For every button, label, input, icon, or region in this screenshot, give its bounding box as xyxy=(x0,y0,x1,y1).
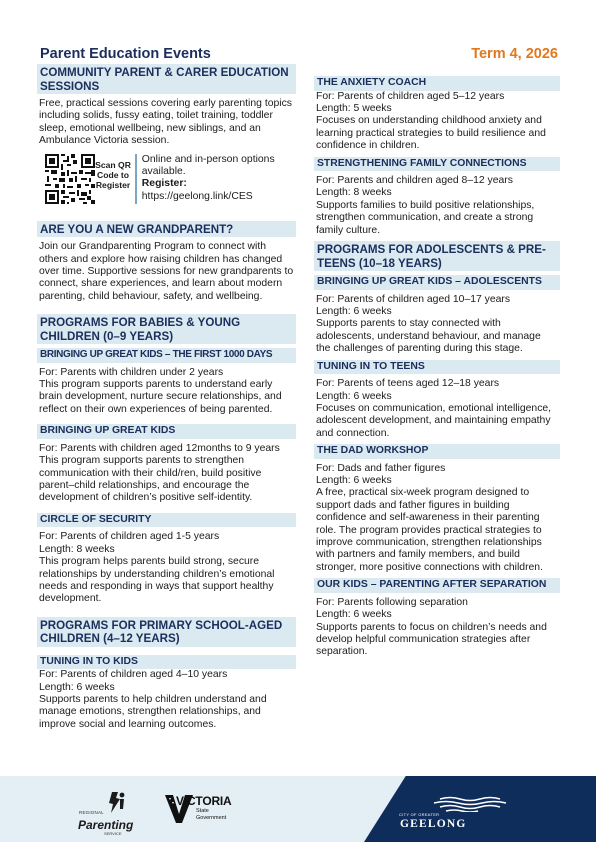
footer xyxy=(0,776,596,842)
program-description: Supports parents to help children understand and manage emotions, strengthen relationships, and improve social and learning outcomes. xyxy=(39,694,267,730)
program-audience: For: Parents with children under 2 years xyxy=(39,366,224,378)
babies-heading: PROGRAMS FOR BABIES & YOUNG CHILDREN (0–9 YEARS) xyxy=(37,314,296,344)
program-title: THE ANXIETY COACH xyxy=(314,76,560,91)
grandparent-heading: ARE YOU A NEW GRANDPARENT? xyxy=(37,221,296,238)
community-heading: COMMUNITY PARENT & CARER EDUCATION SESSIONS xyxy=(37,64,296,94)
page-title: Parent Education Events xyxy=(40,46,211,62)
register-link[interactable]: https://geelong.link/CES xyxy=(141,190,253,202)
program-length: Length: 6 weeks xyxy=(316,609,392,621)
program-title: THE DAD WORKSHOP xyxy=(314,444,560,459)
geelong-city: CITY OF GREATER xyxy=(399,812,440,817)
parenting-region: REGIONAL xyxy=(79,810,104,815)
program-description: Supports families to build positive relationships, strengthen communication, and create a strong family culture. xyxy=(316,199,535,236)
program-audience: For: Parents of children aged 5–12 years xyxy=(316,90,505,102)
parenting-word: Parenting xyxy=(78,818,134,832)
program-description: Supports parents to focus on children’s needs and develop helpful communication strategies after separation. xyxy=(316,621,547,658)
term-label: Term 4, 2026 xyxy=(471,46,558,62)
registration-block xyxy=(37,154,296,204)
program-description: Focuses on communication, emotional intelligence, adolescent development, and maintaining empathy and connection. xyxy=(316,402,552,439)
program-title: BRINGING UP GREAT KIDS xyxy=(37,424,296,439)
program-audience: For: Parents of children aged 10–17 years xyxy=(316,293,511,305)
qr-code[interactable] xyxy=(45,154,95,204)
victoria-state: State xyxy=(196,808,209,814)
program-audience: For: Parents of children aged 4–10 years xyxy=(39,669,228,681)
program-description: Focuses on understanding childhood anxiety and learning practical strategies to build resilience and confidence in children. xyxy=(316,115,546,152)
divider xyxy=(135,154,137,204)
program-description: This program supports parents to understand early brain development, nurture secure relationships, and reflect on their own experiences of being parented. xyxy=(39,379,282,415)
program-audience: For: Parents and children aged 8–12 years xyxy=(316,175,513,187)
parenting-logo xyxy=(78,790,138,834)
victoria-sub xyxy=(196,808,226,821)
program-audience: For: Parents of children aged 1-5 years xyxy=(39,531,220,543)
registration-info xyxy=(142,154,296,204)
community-body: Free, practical sessions covering early parenting topics including solids, fussy eating, toilet training, toddler sleep, emotional wellbeing, new siblings, and an Ambulance Victoria session. xyxy=(39,98,292,147)
program-description: Supports parents to stay connected with adolescents, understand behaviour, and manage the challenges of parenting during this stage. xyxy=(316,318,541,355)
program-length: Length: 6 weeks xyxy=(316,390,392,402)
program-title: OUR KIDS – PARENTING AFTER SEPARATION xyxy=(314,578,560,593)
program-title: BRINGING UP GREAT KIDS – THE FIRST 1000 DAYS xyxy=(37,348,296,363)
program-length: Length: 6 weeks xyxy=(316,475,392,487)
program-length: Length: 8 weeks xyxy=(39,543,115,555)
program-title: TUNING IN TO TEENS xyxy=(314,360,560,375)
left-column xyxy=(37,64,296,731)
right-column xyxy=(314,76,560,659)
program-length: Length: 6 weeks xyxy=(316,305,392,317)
program-audience: For: Parents following separation xyxy=(316,596,468,608)
program-length: Length: 5 weeks xyxy=(316,102,392,114)
primary-heading: PROGRAMS FOR PRIMARY SCHOOL-AGED CHILDREN (4–12 YEARS) xyxy=(37,617,296,647)
program-length: Length: 8 weeks xyxy=(316,187,392,199)
program-title: STRENGTHENING FAMILY CONNECTIONS xyxy=(314,157,560,172)
program-description: This program supports parents to strengthen communication with their child/ren, build positive parent–child relationships, and encourage the development of children’s positive self-identity. xyxy=(39,455,262,504)
program-length: Length: 6 weeks xyxy=(39,681,115,693)
geelong-logo xyxy=(400,796,520,836)
victoria-word: VICTORIA xyxy=(176,794,232,808)
victoria-logo xyxy=(164,794,234,834)
program-title: TUNING IN TO KIDS xyxy=(37,655,296,670)
geelong-wave-icon xyxy=(400,796,520,812)
grandparent-body: Join our Grandparenting Program to connect with others and explore how raising children has changed over time. Supportive sessions for new grandparents to connect, share experiences, and learn about modern parenting, child behaviour, safety, and wellbeing. xyxy=(39,241,294,302)
program-audience: For: Parents of teens aged 12–18 years xyxy=(316,378,500,390)
qr-caption: Scan QR Code to Register xyxy=(95,159,131,191)
parenting-services: SERVICE xyxy=(104,831,122,836)
program-audience: For: Dads and father figures xyxy=(316,462,446,474)
program-audience: For: Parents with children aged 12months to 9 years xyxy=(39,442,280,454)
program-title: CIRCLE OF SECURITY xyxy=(37,513,296,528)
program-title: BRINGING UP GREAT KIDS – ADOLESCENTS xyxy=(314,275,560,290)
program-description: This program helps parents build strong, secure relationships by understanding children’s emotional needs and responding in ways that support healthy development. xyxy=(39,556,275,605)
geelong-word: GEELONG xyxy=(400,818,467,830)
adolescents-heading: PROGRAMS FOR ADOLESCENTS & PRE-TEENS (10–18 YEARS) xyxy=(314,241,560,271)
register-label: Register: xyxy=(141,178,187,190)
victoria-government: Government xyxy=(196,814,227,821)
program-description: A free, practical six-week program designed to support dads and father figures in building confidence and self-awareness in their parenting role. The program provides practical strategies to improve communication, strengthen relationships with partners and family members, and build stronger, more positive connections with children. xyxy=(316,487,543,573)
options-text: Online and in-person options available. xyxy=(141,153,275,178)
